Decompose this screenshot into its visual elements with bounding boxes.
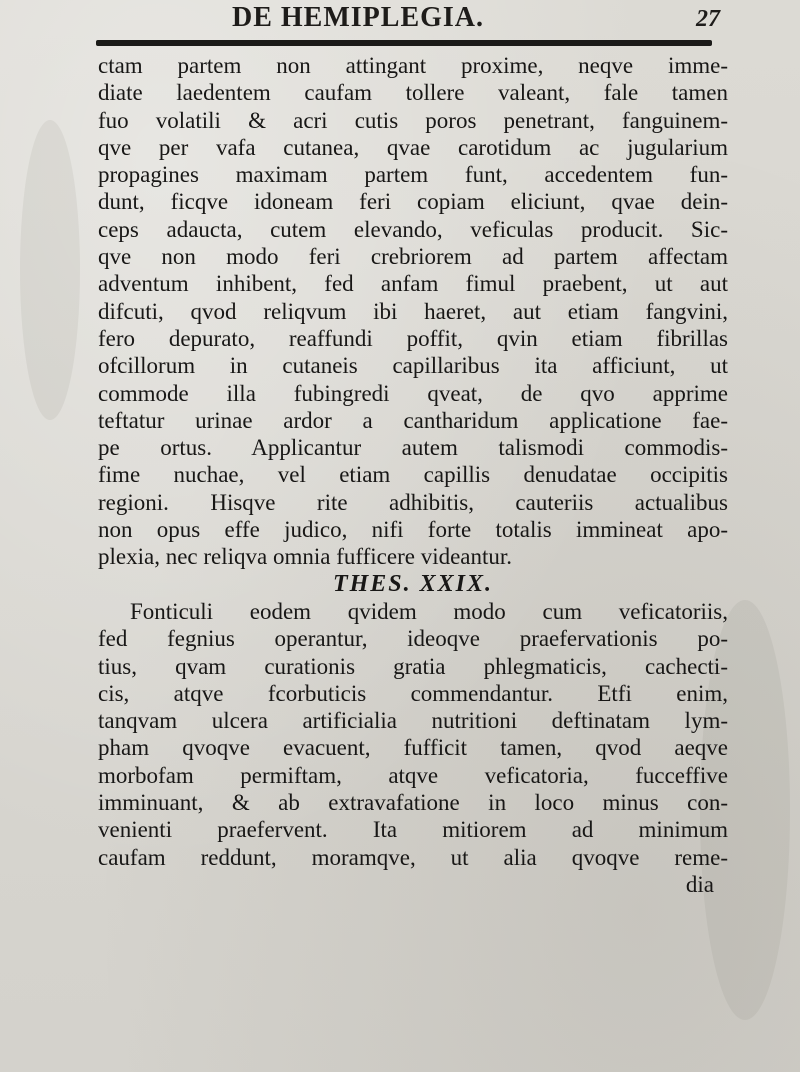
text-line: adventum inhibent, fed anfam fimul praebent, ut aut: [98, 271, 728, 297]
text-line: pham qvoqve evacuent, fufficit tamen, qvod aeqve: [98, 735, 728, 761]
text-line: difcuti, qvod reliqvum ibi haeret, aut etiam fangvini,: [98, 298, 728, 324]
text-line: fero depurato, reaffundi poffit, qvin etiam fibrillas: [98, 325, 728, 351]
text-line: qve non modo feri crebriorem ad partem affectam: [98, 244, 728, 270]
paper-stain: [20, 120, 80, 420]
text-line: tius, qvam curationis gratia phlegmaticis, cachecti-: [98, 653, 728, 679]
text-line: pe ortus. Applicantur autem talismodi commodis-: [98, 435, 728, 461]
text-line: propagines maximam partem funt, accedentem fun-: [98, 162, 728, 188]
page-number: 27: [696, 6, 720, 32]
text-line: fed fegnius operantur, ideoqve praefervationis po-: [98, 626, 728, 652]
text-line: qve per vafa cutanea, qvae carotidum ac jugularium: [98, 134, 728, 160]
header-rule: [96, 40, 712, 46]
text-line: ceps adaucta, cutem elevando, veficulas producit. Sic-: [98, 216, 728, 242]
page-header: [90, 0, 720, 36]
body-text: [98, 52, 728, 898]
text-line: imminuant, & ab extravafatione in loco minus con-: [98, 790, 728, 816]
text-line: dunt, ficqve idoneam feri copiam eliciunt, qvae dein-: [98, 189, 728, 215]
text-line: cis, atqve fcorbuticis commendantur. Etfi enim,: [98, 680, 728, 706]
text-line: caufam reddunt, moramqve, ut alia qvoqve reme-: [98, 844, 728, 870]
running-head: DE HEMIPLEGIA.: [232, 2, 485, 33]
text-line: diate laedentem caufam tollere valeant, fale tamen: [98, 80, 728, 106]
section-heading: THES. XXIX.: [332, 570, 494, 597]
catchword: dia: [685, 871, 714, 897]
text-line: regioni. Hisqve rite adhibitis, cauteriis actualibus: [98, 489, 728, 515]
text-line: commode illa fubingredi qveat, de qvo apprime: [98, 380, 728, 406]
text-line: teftatur urinae ardor a cantharidum applicatione fae-: [98, 407, 728, 433]
text-line: non opus effe judico, nifi forte totalis immineat apo-: [98, 517, 728, 543]
text-line: ctam partem non attingant proxime, neqve imme-: [98, 53, 728, 78]
text-line: tanqvam ulcera artificialia nutritioni deftinatam lym-: [98, 708, 728, 734]
text-line: fime nuchae, vel etiam capillis denudatae occipitis: [98, 462, 728, 488]
text-line: venienti praefervent. Ita mitiorem ad minimum: [98, 817, 728, 843]
text-line: Fonticuli eodem qvidem modo cum veficatoriis,: [130, 598, 728, 624]
text-line: morbofam permiftam, atqve veficatoria, fucceffive: [98, 762, 728, 788]
text-line: ofcillorum in cutaneis capillaribus ita afficiunt, ut: [98, 353, 728, 379]
text-line: plexia, nec reliqva omnia fufficere videantur.: [98, 544, 513, 570]
text-line: fuo volatili & acri cutis poros penetrant, fanguinem-: [98, 107, 728, 133]
